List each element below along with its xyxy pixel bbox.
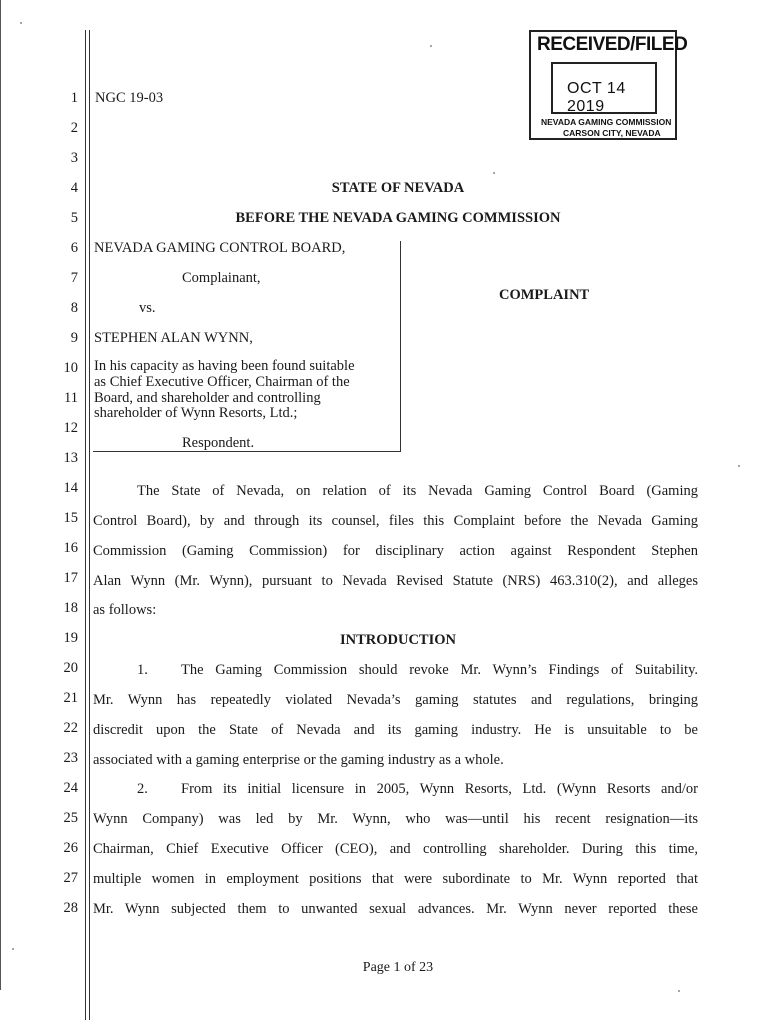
- paragraph-number: 2.: [137, 781, 148, 797]
- line-number: 4: [70, 180, 78, 196]
- paragraph-number: 1.: [137, 662, 148, 678]
- line-number: 21: [63, 690, 78, 706]
- line-number: 7: [70, 270, 78, 286]
- body-line: Commission (Gaming Commission) for disciplinary action against Respondent Stephen: [93, 543, 698, 559]
- line-number: 18: [63, 600, 78, 616]
- line-number: 9: [70, 330, 78, 346]
- stamp-date: OCT 14 2019: [567, 80, 626, 115]
- respondent-role: Respondent.: [182, 435, 255, 451]
- line-number: 28: [63, 900, 78, 916]
- stamp-title: RECEIVED/FILED: [537, 34, 688, 55]
- body-line: The State of Nevada, on relation of its Nevada Gaming Control Board (Gaming: [137, 483, 698, 499]
- body-line: The Gaming Commission should revoke Mr. Wynn’s Findings of Suitability.: [181, 662, 698, 678]
- stamp-location: CARSON CITY, NEVADA: [563, 128, 661, 138]
- case-number: NGC 19-03: [95, 90, 164, 106]
- line-number: 6: [70, 240, 78, 256]
- body-line: multiple women in employment positions that were subordinate to Mr. Wynn reported that: [93, 871, 698, 887]
- body-line: Wynn Company) was led by Mr. Wynn, who was—until his recent resignation—its: [93, 811, 698, 827]
- respondent-name: STEPHEN ALAN WYNN,: [94, 330, 253, 346]
- left-margin-line-inner: [89, 30, 90, 1020]
- document-title: COMPLAINT: [499, 287, 590, 303]
- scan-speck: [12, 948, 14, 950]
- received-filed-stamp: [529, 30, 688, 140]
- line-number: 12: [63, 420, 78, 436]
- line-number: 3: [70, 150, 78, 166]
- tribunal-heading: BEFORE THE NEVADA GAMING COMMISSION: [235, 210, 561, 226]
- line-number: 19: [63, 630, 78, 646]
- body-line: Mr. Wynn subjected them to unwanted sexual advances. Mr. Wynn never reported these: [93, 901, 698, 917]
- line-number: 11: [64, 390, 78, 406]
- line-number: 8: [70, 300, 78, 316]
- body-line: associated with a gaming enterprise or the gaming industry as a whole.: [93, 752, 504, 768]
- capacity-line: In his capacity as having been found suitable: [94, 358, 355, 374]
- body-line: Mr. Wynn has repeatedly violated Nevada’s gaming statutes and regulations, bringing: [93, 692, 698, 708]
- line-number: 26: [63, 840, 78, 856]
- page-footer: Page 1 of 23: [362, 960, 434, 975]
- line-number: 1: [70, 90, 78, 106]
- scan-speck: [678, 990, 680, 992]
- body-line: as follows:: [93, 602, 157, 618]
- scan-speck: [430, 45, 432, 47]
- line-number: 17: [63, 570, 78, 586]
- capacity-line: Board, and shareholder and controlling: [94, 390, 321, 406]
- line-number: 13: [63, 450, 78, 466]
- line-number: 14: [63, 480, 78, 496]
- line-number: 20: [63, 660, 78, 676]
- line-number: 22: [63, 720, 78, 736]
- capacity-line: shareholder of Wynn Resorts, Ltd.;: [94, 405, 298, 421]
- capacity-line: as Chief Executive Officer, Chairman of the: [94, 374, 350, 390]
- versus: vs.: [139, 300, 156, 316]
- left-margin-line: [85, 30, 86, 1020]
- line-number: 24: [63, 780, 78, 796]
- right-margin-line: [0, 0, 1, 990]
- stamp-agency: NEVADA GAMING COMMISSION: [541, 117, 672, 127]
- body-line: Chairman, Chief Executive Officer (CEO), and controlling shareholder. During this time,: [93, 841, 698, 857]
- line-number: 15: [63, 510, 78, 526]
- line-number: 16: [63, 540, 78, 556]
- scan-speck: [493, 172, 495, 174]
- stamp-date-box: [551, 62, 657, 114]
- line-number: 2: [70, 120, 78, 136]
- complainant-role: Complainant,: [182, 270, 261, 286]
- line-number: 5: [70, 210, 78, 226]
- body-line: From its initial licensure in 2005, Wynn Resorts, Ltd. (Wynn Resorts and/or: [181, 781, 698, 797]
- line-number: 10: [63, 360, 78, 376]
- scan-speck: [738, 465, 740, 467]
- line-number: 27: [63, 870, 78, 886]
- line-number: 23: [63, 750, 78, 766]
- section-heading: INTRODUCTION: [339, 632, 456, 648]
- complainant-name: NEVADA GAMING CONTROL BOARD,: [94, 240, 346, 256]
- scan-speck: [20, 22, 22, 24]
- line-number: 25: [63, 810, 78, 826]
- body-line: Alan Wynn (Mr. Wynn), pursuant to Nevada Revised Statute (NRS) 463.310(2), and alleges: [93, 573, 698, 589]
- body-line: discredit upon the State of Nevada and its gaming industry. He is unsuitable to be: [93, 722, 698, 738]
- state-heading: STATE OF NEVADA: [331, 180, 465, 196]
- body-line: Control Board), by and through its counsel, files this Complaint before the Nevada Gaming: [93, 513, 698, 529]
